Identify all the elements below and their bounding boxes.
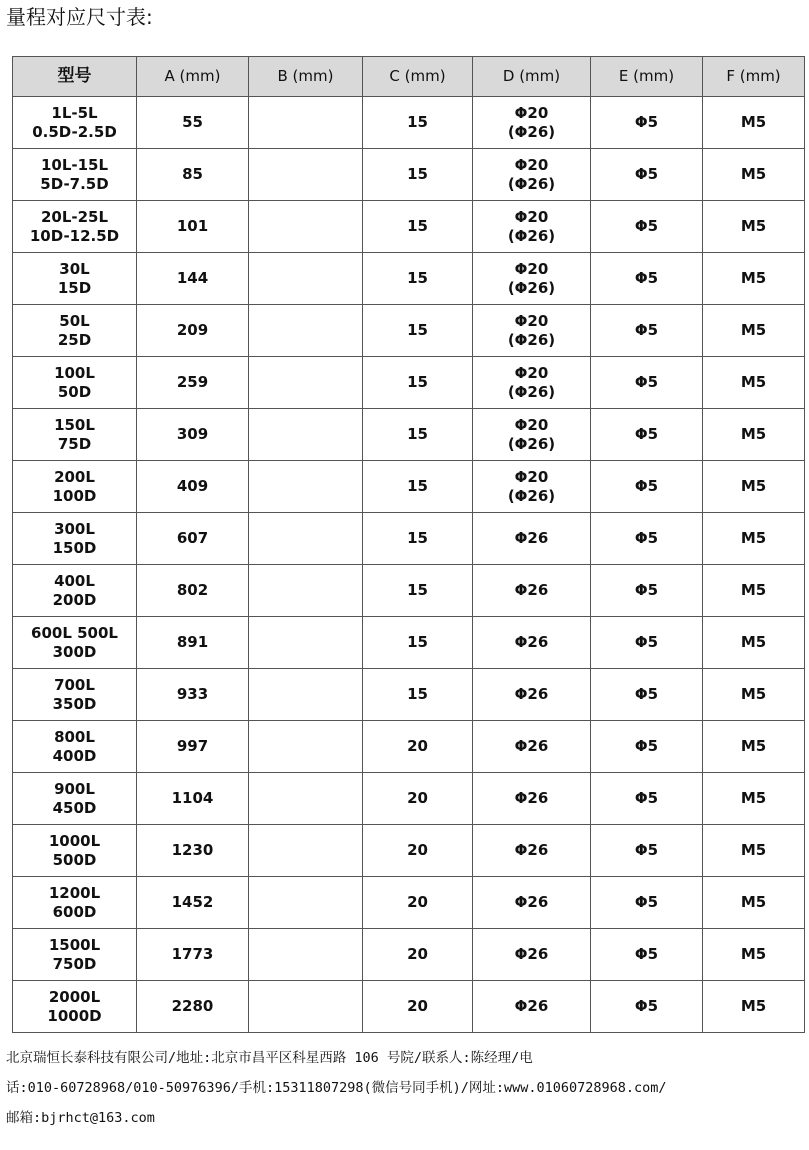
cell-model: [13, 253, 137, 305]
header-a: A (mm): [137, 57, 249, 97]
cell-model-line: 15D: [57, 278, 92, 297]
cell-a: 997: [137, 721, 249, 773]
cell-model: [13, 773, 137, 825]
cell-e: Φ5: [591, 773, 703, 825]
cell-a: 607: [137, 513, 249, 565]
cell-model: [13, 721, 137, 773]
footer-line-company-address: 北京瑞恒长泰科技有限公司/地址:北京市昌平区科星西路 106 号院/联系人:陈经理/电: [6, 1050, 533, 1066]
cell-model-line: 800L: [54, 727, 95, 746]
cell-model-line: 300L: [54, 519, 95, 538]
cell-e: Φ5: [591, 565, 703, 617]
cell-b: [249, 877, 363, 929]
cell-d: [473, 669, 591, 721]
cell-d-line: Φ26: [514, 685, 549, 703]
table-row: [13, 409, 805, 461]
table-row: [13, 461, 805, 513]
table-row: [13, 617, 805, 669]
cell-e: Φ5: [591, 877, 703, 929]
cell-a: 409: [137, 461, 249, 513]
cell-c: 15: [363, 305, 473, 357]
cell-model-line: 150L: [54, 415, 95, 434]
cell-model-line: 600L 500L: [31, 623, 118, 642]
cell-model-line: 2000L: [48, 987, 101, 1006]
cell-d: [473, 773, 591, 825]
cell-d: [473, 825, 591, 877]
cell-c: 20: [363, 981, 473, 1033]
cell-d-line: (Φ26): [507, 226, 556, 245]
cell-b: [249, 929, 363, 981]
cell-model-line: 900L: [54, 779, 95, 798]
cell-f: M5: [703, 617, 805, 669]
cell-d-line: Φ20: [514, 415, 549, 434]
cell-model: [13, 669, 137, 721]
cell-d-line: Φ20: [514, 207, 549, 226]
dimension-table: [12, 56, 805, 1033]
header-f: F (mm): [703, 57, 805, 97]
cell-d: [473, 617, 591, 669]
cell-c: 20: [363, 721, 473, 773]
cell-b: [249, 409, 363, 461]
table-row: [13, 981, 805, 1033]
cell-model: [13, 981, 137, 1033]
cell-d-line: (Φ26): [507, 434, 556, 453]
cell-a: 209: [137, 305, 249, 357]
cell-model: [13, 617, 137, 669]
cell-f: M5: [703, 149, 805, 201]
cell-d-line: Φ20: [514, 103, 549, 122]
cell-model: [13, 825, 137, 877]
cell-model-line: 1200L: [48, 883, 101, 902]
header-d: D (mm): [473, 57, 591, 97]
cell-b: [249, 97, 363, 149]
cell-d: [473, 253, 591, 305]
cell-model-line: 1000D: [47, 1006, 102, 1025]
cell-e: Φ5: [591, 357, 703, 409]
cell-model: [13, 97, 137, 149]
cell-d-line: (Φ26): [507, 278, 556, 297]
cell-d-line: (Φ26): [507, 122, 556, 141]
header-c: C (mm): [363, 57, 473, 97]
cell-model: [13, 877, 137, 929]
cell-model-line: 10L-15L: [40, 155, 109, 174]
cell-model-line: 450D: [52, 798, 97, 817]
cell-a: 933: [137, 669, 249, 721]
table-header-row: [13, 57, 805, 97]
cell-model-line: 50D: [57, 382, 92, 401]
table-row: [13, 721, 805, 773]
cell-d-line: Φ20: [514, 155, 549, 174]
cell-e: Φ5: [591, 201, 703, 253]
cell-model: [13, 929, 137, 981]
page-title: 量程对应尺寸表:: [6, 5, 153, 29]
cell-model: [13, 409, 137, 461]
cell-d: [473, 201, 591, 253]
cell-b: [249, 773, 363, 825]
cell-d: [473, 97, 591, 149]
cell-e: Φ5: [591, 721, 703, 773]
cell-model-line: 200L: [54, 467, 95, 486]
cell-c: 20: [363, 773, 473, 825]
table-row: [13, 97, 805, 149]
cell-model-line: 400D: [52, 746, 97, 765]
cell-model-line: 1000L: [48, 831, 101, 850]
footer-line-email: 邮箱:bjrhct@163.com: [6, 1110, 155, 1126]
cell-c: 15: [363, 149, 473, 201]
cell-a: 309: [137, 409, 249, 461]
cell-model-line: 750D: [52, 954, 97, 973]
cell-d: [473, 877, 591, 929]
cell-b: [249, 669, 363, 721]
cell-e: Φ5: [591, 617, 703, 669]
cell-d: [473, 513, 591, 565]
cell-a: 1452: [137, 877, 249, 929]
cell-d: [473, 305, 591, 357]
cell-model-line: 20L-25L: [40, 207, 109, 226]
header-b: B (mm): [249, 57, 363, 97]
header-model: 型号: [13, 57, 137, 97]
cell-b: [249, 565, 363, 617]
cell-f: M5: [703, 773, 805, 825]
cell-b: [249, 513, 363, 565]
table-row: [13, 305, 805, 357]
cell-e: Φ5: [591, 513, 703, 565]
cell-d-line: (Φ26): [507, 330, 556, 349]
cell-a: 144: [137, 253, 249, 305]
table-row: [13, 773, 805, 825]
cell-d-line: Φ26: [514, 633, 549, 651]
cell-f: M5: [703, 877, 805, 929]
cell-c: 15: [363, 409, 473, 461]
table-row: [13, 149, 805, 201]
cell-model-line: 5D-7.5D: [40, 174, 109, 193]
cell-e: Φ5: [591, 253, 703, 305]
cell-f: M5: [703, 513, 805, 565]
cell-e: Φ5: [591, 461, 703, 513]
cell-d-line: Φ26: [514, 789, 549, 807]
table-body: [13, 97, 805, 1033]
cell-c: 15: [363, 617, 473, 669]
cell-e: Φ5: [591, 669, 703, 721]
cell-f: M5: [703, 929, 805, 981]
cell-c: 15: [363, 565, 473, 617]
cell-c: 20: [363, 929, 473, 981]
cell-b: [249, 825, 363, 877]
cell-a: 85: [137, 149, 249, 201]
cell-model: [13, 357, 137, 409]
cell-d-line: Φ26: [514, 581, 549, 599]
cell-f: M5: [703, 565, 805, 617]
cell-model: [13, 305, 137, 357]
footer-line-phone-website: 话:010-60728968/010-50976396/手机:15311807298(微信号同手机)/网址:www.01060728968.com/: [6, 1080, 667, 1096]
cell-d-line: Φ20: [514, 311, 549, 330]
cell-b: [249, 253, 363, 305]
table-row: [13, 565, 805, 617]
cell-d-line: Φ20: [514, 467, 549, 486]
cell-a: 891: [137, 617, 249, 669]
table-row: [13, 929, 805, 981]
cell-d-line: (Φ26): [507, 382, 556, 401]
cell-a: 259: [137, 357, 249, 409]
cell-c: 15: [363, 253, 473, 305]
cell-a: 1104: [137, 773, 249, 825]
cell-model-line: 10D-12.5D: [29, 226, 120, 245]
cell-d-line: (Φ26): [507, 486, 556, 505]
cell-b: [249, 461, 363, 513]
cell-model-line: 100D: [52, 486, 97, 505]
cell-a: 802: [137, 565, 249, 617]
table-row: [13, 201, 805, 253]
cell-b: [249, 149, 363, 201]
cell-b: [249, 721, 363, 773]
table-row: [13, 825, 805, 877]
cell-d: [473, 721, 591, 773]
cell-model-line: 30L: [59, 259, 90, 278]
cell-d: [473, 149, 591, 201]
cell-d: [473, 357, 591, 409]
cell-a: 1230: [137, 825, 249, 877]
table-row: [13, 877, 805, 929]
cell-f: M5: [703, 461, 805, 513]
cell-c: 20: [363, 877, 473, 929]
cell-d: [473, 929, 591, 981]
cell-c: 15: [363, 97, 473, 149]
cell-f: M5: [703, 981, 805, 1033]
cell-c: 15: [363, 201, 473, 253]
cell-f: M5: [703, 409, 805, 461]
cell-d-line: Φ20: [514, 363, 549, 382]
cell-f: M5: [703, 825, 805, 877]
cell-model: [13, 461, 137, 513]
cell-d-line: Φ26: [514, 841, 549, 859]
cell-model-line: 400L: [54, 571, 95, 590]
cell-d-line: Φ26: [514, 737, 549, 755]
cell-f: M5: [703, 97, 805, 149]
cell-d-line: Φ26: [514, 529, 549, 547]
header-e: E (mm): [591, 57, 703, 97]
cell-c: 15: [363, 461, 473, 513]
cell-e: Φ5: [591, 981, 703, 1033]
cell-b: [249, 617, 363, 669]
cell-model-line: 100L: [54, 363, 95, 382]
cell-e: Φ5: [591, 305, 703, 357]
cell-d: [473, 565, 591, 617]
cell-d-line: (Φ26): [507, 174, 556, 193]
cell-e: Φ5: [591, 149, 703, 201]
cell-b: [249, 981, 363, 1033]
table-row: [13, 357, 805, 409]
cell-model-line: 600D: [52, 902, 97, 921]
cell-a: 55: [137, 97, 249, 149]
cell-a: 1773: [137, 929, 249, 981]
cell-e: Φ5: [591, 825, 703, 877]
cell-model-line: 1500L: [48, 935, 101, 954]
cell-d-line: Φ26: [514, 945, 549, 963]
cell-d-line: Φ20: [514, 259, 549, 278]
cell-a: 101: [137, 201, 249, 253]
cell-e: Φ5: [591, 97, 703, 149]
cell-model-line: 0.5D-2.5D: [32, 122, 117, 141]
cell-model-line: 150D: [52, 538, 97, 557]
cell-b: [249, 305, 363, 357]
company-contact-info: [6, 1043, 806, 1133]
cell-model-line: 350D: [52, 694, 97, 713]
cell-model-line: 200D: [52, 590, 97, 609]
cell-model: [13, 565, 137, 617]
cell-f: M5: [703, 669, 805, 721]
cell-c: 15: [363, 513, 473, 565]
table-row: [13, 253, 805, 305]
table-row: [13, 669, 805, 721]
cell-b: [249, 357, 363, 409]
cell-model-line: 50L: [59, 311, 90, 330]
cell-model-line: 500D: [52, 850, 97, 869]
cell-b: [249, 201, 363, 253]
cell-d-line: Φ26: [514, 893, 549, 911]
cell-model-line: 75D: [57, 434, 92, 453]
cell-d: [473, 461, 591, 513]
cell-c: 15: [363, 357, 473, 409]
table-row: [13, 513, 805, 565]
cell-f: M5: [703, 201, 805, 253]
cell-model-line: 300D: [52, 642, 97, 661]
cell-a: 2280: [137, 981, 249, 1033]
cell-model-line: 700L: [54, 675, 95, 694]
cell-model-line: 1L-5L: [51, 103, 98, 122]
cell-c: 15: [363, 669, 473, 721]
cell-f: M5: [703, 357, 805, 409]
cell-e: Φ5: [591, 409, 703, 461]
cell-model: [13, 513, 137, 565]
cell-f: M5: [703, 305, 805, 357]
cell-f: M5: [703, 721, 805, 773]
cell-model: [13, 149, 137, 201]
cell-model-line: 25D: [57, 330, 92, 349]
cell-d: [473, 981, 591, 1033]
cell-model: [13, 201, 137, 253]
cell-c: 20: [363, 825, 473, 877]
cell-d: [473, 409, 591, 461]
cell-e: Φ5: [591, 929, 703, 981]
cell-f: M5: [703, 253, 805, 305]
cell-d-line: Φ26: [514, 997, 549, 1015]
